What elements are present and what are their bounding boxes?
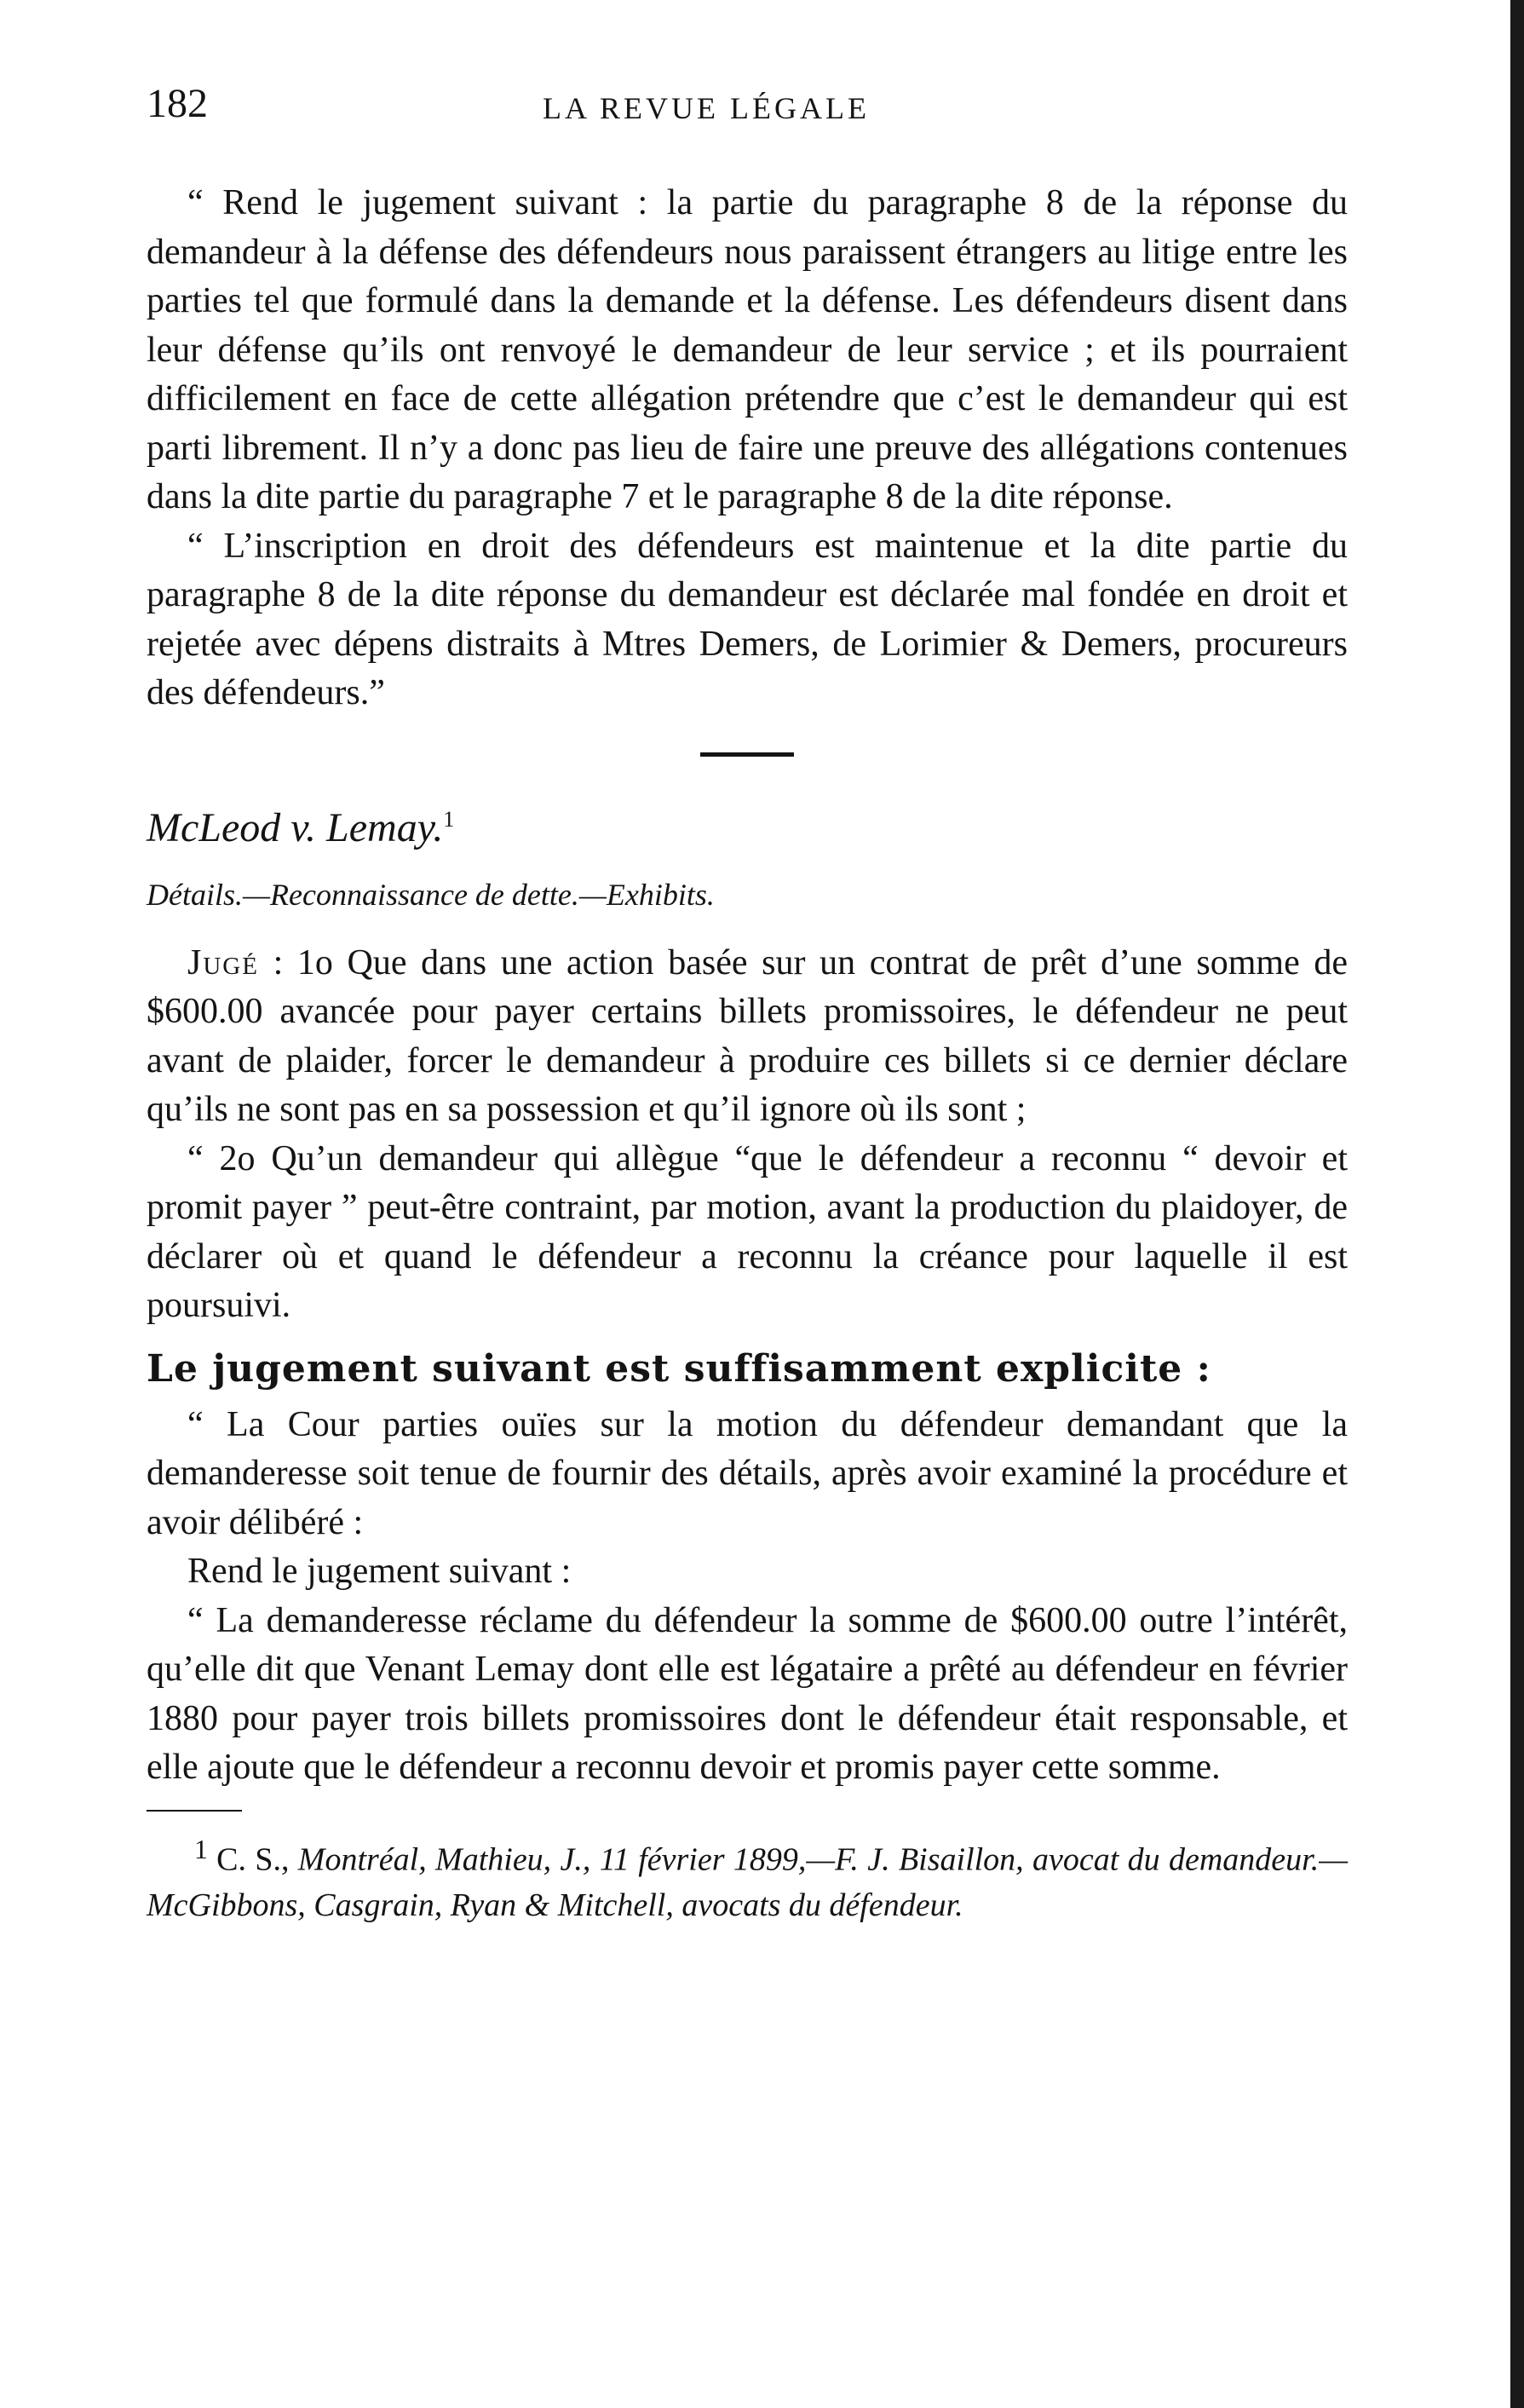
judgment-heading: Le jugement suivant est suffisamment explicite :: [147, 1346, 1211, 1391]
footnote-details: Montréal, Mathieu, J., 11 février 1899,—F. J. Bisaillon, avocat du demandeur.—McGibbons, Casgrain, Ryan & Mitchell, avocats du défendeur.: [147, 1841, 1348, 1924]
headnote-text: : 1o Que dans une action basée sur un contrat de prêt d’une somme de $600.00 avancée pour payer certains billets promissoires, le défendeur ne peut avant de plaider, forcer le demandeur à produire ces billets si ce dernier déclare qu’ils ne sont pas en sa possession et qu’il ignore où ils sont ;: [147, 942, 1348, 1129]
paragraph: “ Rend le jugement suivant : la partie du paragraphe 8 de la réponse du demandeur à la défense des défendeurs nous paraissent étrangers au litige entre les parties tel que formulé dans la demande et la défense. Les défendeurs disent dans leur défense qu’ils ont renvoyé le demandeur de leur service ; et ils pourraient difficilement en face de cette allégation prétendre que c’est le demandeur qui est parti librement. Il n’y a donc pas lieu de faire une preuve des allégations contenues dans la dite partie du paragraphe 7 et le paragraphe 8 de la dite réponse.: [147, 183, 1348, 516]
paragraph: “ La Cour parties ouïes sur la motion du défendeur demandant que la demanderesse soit tenue de fournir des détails, après avoir examiné la procédure et avoir délibéré :: [147, 1404, 1348, 1542]
headnote-paragraph: [147, 939, 1348, 1135]
case-title-text: McLeod v. Lemay.: [147, 804, 444, 850]
page-header: [147, 78, 1348, 138]
body-text: [147, 179, 1348, 1928]
running-head: LA REVUE LÉGALE: [543, 91, 870, 125]
juge-label: Jugé: [187, 942, 259, 982]
headnote-paragraph: “ 2o Qu’un demandeur qui allègue “que le défendeur a reconnu “ devoir et promit payer ” peut-être contraint, par motion, avant la production du plaidoyer, de déclarer où et quand le défendeur a reconnu la créance pour laquelle il est poursuivi.: [147, 1138, 1348, 1325]
footnote-reference: 1: [443, 806, 455, 832]
case-subtitle: Détails.—Reconnaissance de dette.—Exhibits.: [147, 877, 715, 912]
page-number: 182: [147, 81, 208, 126]
footnote-court: C. S.,: [216, 1841, 290, 1878]
footnote-marker: 1: [194, 1834, 208, 1864]
paragraph: “ L’inscription en droit des défendeurs est maintenue et la dite partie du paragraphe 8 de la dite réponse du demandeur est déclarée mal fondée en droit et rejetée avec dépens distraits à Mtres Demers, de Lorimier & Demers, procureurs des défendeurs.”: [147, 526, 1348, 712]
binding-edge: [1510, 0, 1524, 2408]
paragraph: “ La demanderesse réclame du défendeur la somme de $600.00 outre l’intérêt, qu’elle dit que Venant Lemay dont elle est légataire a prêté au défendeur en février 1880 pour payer trois billets promissoires dont le défendeur était responsable, et elle ajoute que le défendeur a reconnu devoir et promis payer cette somme.: [147, 1600, 1348, 1787]
paragraph: Rend le jugement suivant :: [187, 1552, 572, 1591]
footnote: [147, 1827, 1348, 1929]
footnote-divider: [147, 1810, 242, 1812]
case-title: [147, 794, 1348, 854]
section-divider: [700, 752, 794, 757]
